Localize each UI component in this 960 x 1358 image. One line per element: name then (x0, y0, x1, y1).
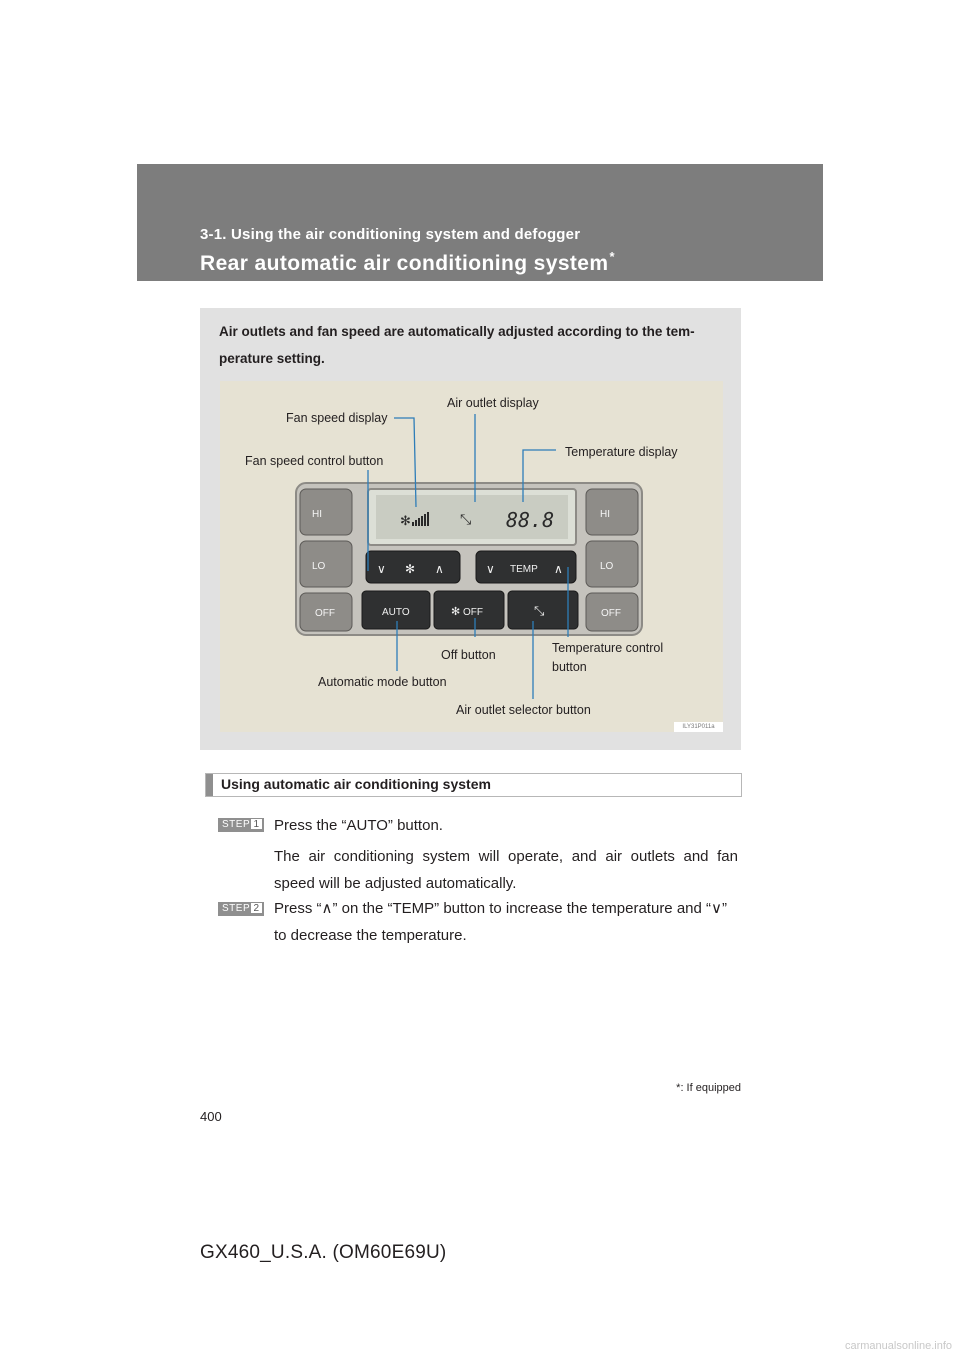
outlet-selector-icon: ⤡ (534, 604, 545, 619)
left-lo-button (300, 541, 352, 587)
step-1-badge-label: STEP (222, 819, 251, 830)
callout-off-button: Off button (441, 648, 496, 662)
left-off-label: OFF (315, 608, 335, 619)
step-2-text: Press “∧” on the “TEMP” button to increase the temperature and “∨” to decrease the temperature. (274, 900, 727, 944)
fan-up-icon: ∧ (435, 562, 444, 576)
fan-off-icon: ✻ (451, 605, 461, 618)
page-number: 400 (200, 1109, 222, 1124)
right-lo-label: LO (600, 561, 614, 572)
temp-label: TEMP (510, 564, 538, 575)
footnote-marker: * (676, 1082, 681, 1094)
section-label: 3-1. Using the air conditioning system and defogger (200, 226, 581, 243)
watermark: carmanualsonline.info (844, 1340, 952, 1352)
step-1-text: Press the “AUTO” button. (274, 817, 443, 834)
left-hi-button (300, 489, 352, 535)
callout-fan-speed-display: Fan speed display (286, 411, 388, 425)
fan-down-icon: ∨ (377, 562, 386, 576)
step-2-badge-number: 2 (251, 903, 262, 913)
lcd-outlet-icon: ⤡ (460, 512, 472, 528)
step-1-badge (218, 818, 264, 832)
footnote (676, 1082, 741, 1094)
footnote-text: : If equipped (680, 1082, 741, 1094)
callout-fan-speed-control-button: Fan speed control button (245, 454, 384, 468)
right-hi-label: HI (600, 509, 610, 520)
auto-label: AUTO (382, 607, 410, 618)
callout-temperature-display: Temperature display (565, 445, 678, 459)
subsection-heading-text: Using automatic air conditioning system (221, 776, 491, 792)
control-panel-figure (220, 381, 723, 732)
left-lo-label: LO (312, 561, 326, 572)
document-id: GX460_U.S.A. (OM60E69U) (200, 1242, 447, 1263)
intro-text: Air outlets and fan speed are automatically adjusted according to the tem-perature setting. (219, 324, 695, 366)
page-title-text: Rear automatic air conditioning system (200, 252, 609, 275)
page-title (200, 249, 615, 276)
lcd-fan-icon: ✻ (400, 514, 411, 529)
callout-temperature-control-button: Temperature control button (552, 641, 664, 674)
fan-off-label: OFF (463, 607, 483, 618)
left-hi-label: HI (312, 509, 322, 520)
step-1-badge-number: 1 (251, 819, 262, 829)
callout-air-outlet-display: Air outlet display (447, 396, 539, 410)
fan-icon: ✻ (405, 562, 416, 576)
step-2-badge-label: STEP (222, 903, 251, 914)
figure-id: ILY31P011a (674, 722, 723, 732)
temp-up-icon: ∧ (554, 562, 563, 576)
lcd-temp-readout: 88.8 (506, 508, 555, 532)
step-2-badge (218, 902, 264, 916)
subsection-heading-bar (206, 774, 213, 796)
callout-air-outlet-selector-button: Air outlet selector button (456, 703, 591, 717)
control-panel-illustration (220, 381, 723, 732)
subsection-heading (205, 773, 742, 797)
if-equipped-marker: * (609, 249, 615, 264)
right-off-label: OFF (601, 608, 621, 619)
temp-down-icon: ∨ (486, 562, 495, 576)
callout-automatic-mode-button: Automatic mode button (318, 675, 447, 689)
step-1-note: The air conditioning system will operate, and air outlets and fan speed will be adjusted automatically. (274, 848, 738, 892)
right-hi-button (586, 489, 638, 535)
